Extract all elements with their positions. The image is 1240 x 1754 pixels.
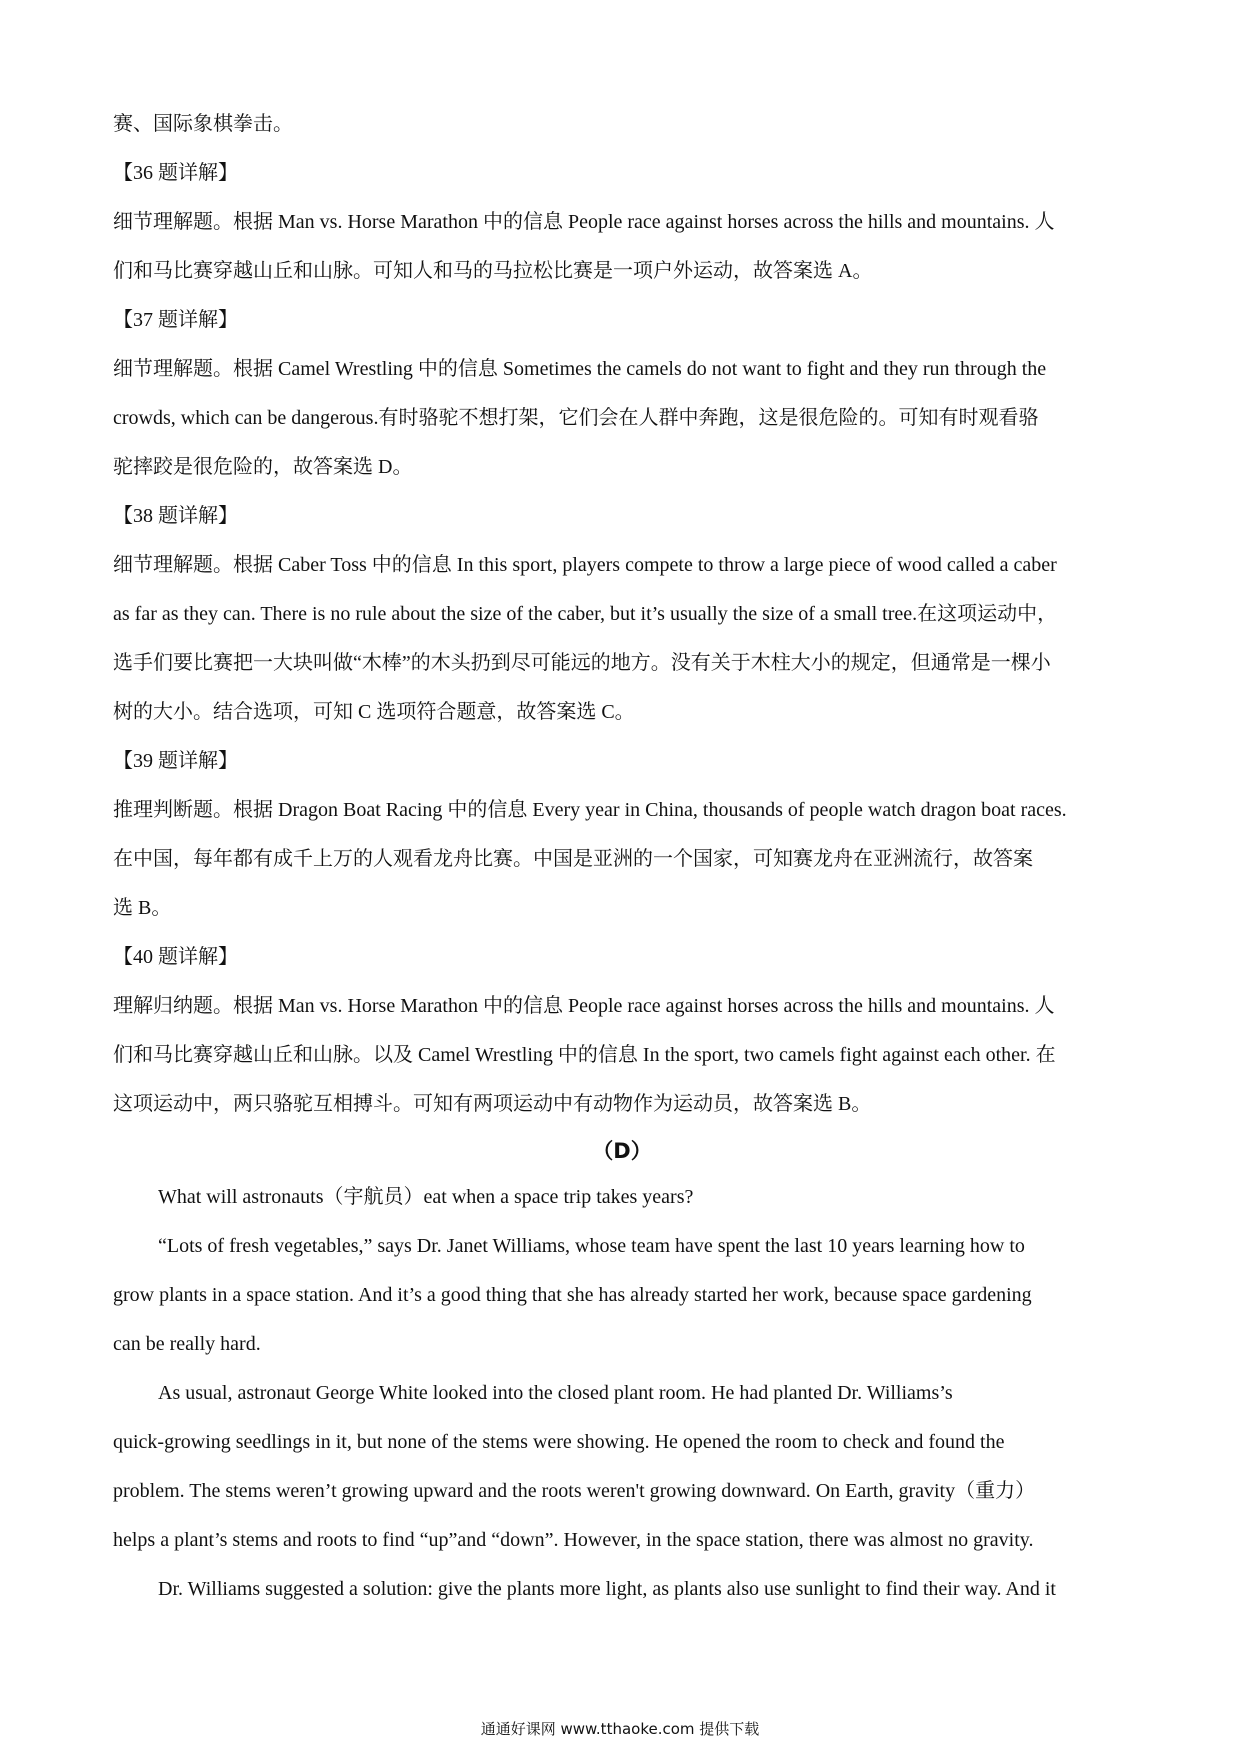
answer-37-line-1: 细节理解题。根据 Camel Wrestling 中的信息 Sometimes the camels do not want to fight and they run through the	[113, 358, 1047, 380]
passage-line: “Lots of fresh vegetables,” says Dr. Janet Williams, whose team have spent the last 10 years learning how to	[158, 1235, 1025, 1257]
answer-40-line-2: 们和马比赛穿越山丘和山脉。以及 Camel Wrestling 中的信息 In the sport, two camels fight against each other. 在	[113, 1044, 1056, 1066]
passage-line: As usual, astronaut George White looked into the closed plant room. He had planted Dr. Williams’s	[158, 1382, 953, 1404]
answer-heading-40: 【40 题详解】	[113, 946, 238, 968]
passage-line: What will astronauts（宇航员）eat when a space trip takes years?	[158, 1186, 694, 1208]
page-footer: 通通好课网 www.tthaoke.com 提供下载	[480, 1720, 760, 1738]
answer-36-line-2: 们和马比赛穿越山丘和山脉。可知人和马的马拉松比赛是一项户外运动，故答案选 A。	[113, 260, 873, 282]
answer-37-line-3: 驼摔跤是很危险的，故答案选 D。	[113, 456, 413, 478]
answer-38-line-4: 树的大小。结合选项，可知 C 选项符合题意，故答案选 C。	[113, 701, 635, 723]
passage-line: quick-growing seedlings in it, but none of the stems were showing. He opened the room to check and found the	[113, 1431, 1005, 1453]
answer-heading-39: 【39 题详解】	[113, 750, 238, 772]
answer-40-line-3: 这项运动中，两只骆驼互相搏斗。可知有两项运动中有动物作为运动员，故答案选 B。	[113, 1093, 872, 1115]
answer-36-line-1: 细节理解题。根据 Man vs. Horse Marathon 中的信息 People race against horses across the hills and mountains. 人	[113, 211, 1055, 233]
intro-line: 赛、国际象棋拳击。	[113, 113, 293, 135]
answer-39-line-2: 在中国，每年都有成千上万的人观看龙舟比赛。中国是亚洲的一个国家，可知赛龙舟在亚洲流行，故答案	[113, 848, 1033, 870]
answer-40-line-1: 理解归纳题。根据 Man vs. Horse Marathon 中的信息 People race against horses across the hills and mountains. 人	[113, 995, 1055, 1017]
answer-38-line-2: as far as they can. There is no rule about the size of the caber, but it’s usually the size of a small tree.在这项运动中，	[113, 603, 1058, 625]
answer-39-line-3: 选 B。	[113, 897, 172, 919]
passage-line: problem. The stems weren’t growing upward and the roots weren't growing downward. On Earth, gravity（重力）	[113, 1480, 1036, 1502]
answer-38-line-3: 选手们要比赛把一大块叫做“木棒”的木头扔到尽可能远的地方。没有关于木柱大小的规定，但通常是一棵小	[113, 652, 1051, 674]
document-page	[113, 100, 1131, 1614]
answer-heading-37: 【37 题详解】	[113, 309, 238, 331]
passage-line: grow plants in a space station. And it’s a good thing that she has already started her work, because space gardening	[113, 1284, 1032, 1306]
answer-heading-38: 【38 题详解】	[113, 505, 238, 527]
passage-line: Dr. Williams suggested a solution: give the plants more light, as plants also use sunlight to find their way. And it	[158, 1578, 1056, 1600]
section-d-title: （D）	[592, 1139, 652, 1163]
answer-39-line-1: 推理判断题。根据 Dragon Boat Racing 中的信息 Every year in China, thousands of people watch dragon boat races.	[113, 799, 1067, 821]
answer-37-line-2: crowds, which can be dangerous.有时骆驼不想打架，它们会在人群中奔跑，这是很危险的。可知有时观看骆	[113, 407, 1039, 429]
answer-heading-36: 【36 题详解】	[113, 162, 238, 184]
passage-line: helps a plant’s stems and roots to find “up”and “down”. However, in the space station, there was almost no gravity.	[113, 1529, 1034, 1551]
answer-38-line-1: 细节理解题。根据 Caber Toss 中的信息 In this sport, players compete to throw a large piece of wood called a caber	[113, 554, 1057, 576]
passage-line: can be really hard.	[113, 1333, 261, 1355]
